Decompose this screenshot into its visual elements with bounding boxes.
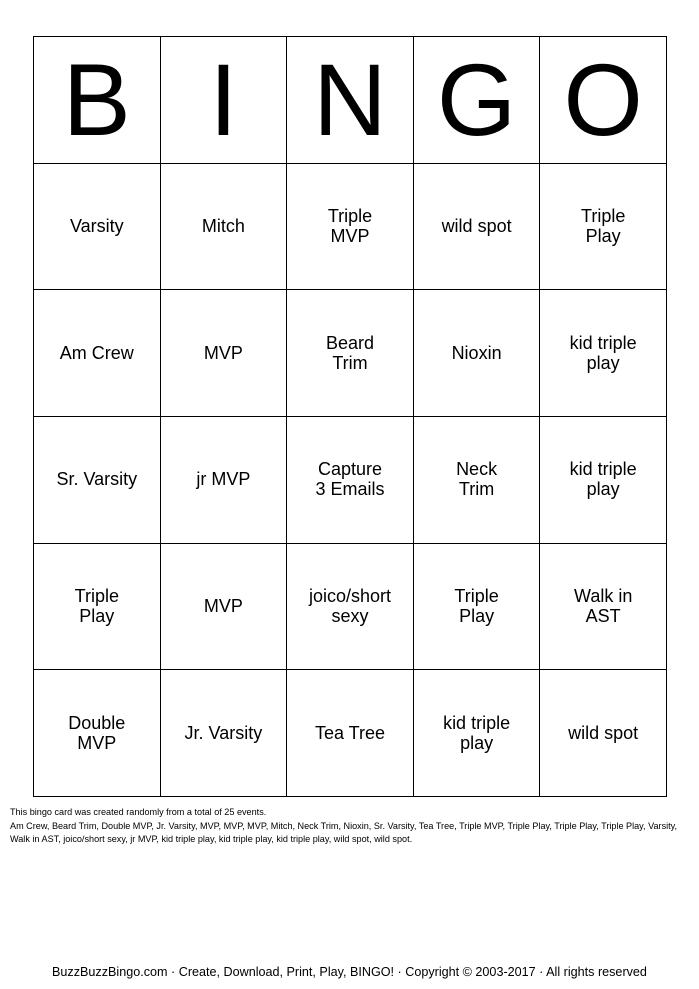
bingo-cell-text: kid triple play [443,712,511,753]
bingo-cell [160,543,287,670]
bingo-cell-text: Varsity [69,215,124,236]
bingo-header-row [34,37,667,164]
bingo-cell [287,290,414,417]
bingo-cell [160,163,287,290]
bingo-cell-text: Triple MVP [327,205,373,246]
bingo-cell-text: MVP [203,595,243,616]
bingo-cell-text: Triple Play [454,585,499,626]
bingo-cell [160,670,287,797]
header-letter-g: G [413,37,540,164]
bingo-cell-text: Neck Trim [456,459,498,500]
bingo-cell-text: Beard Trim [325,332,374,373]
bingo-cell-text: Double MVP [68,712,126,753]
bingo-cell-text: joico/short sexy [308,585,391,626]
bingo-cell [160,416,287,543]
bingo-cell-text: Jr. Varsity [184,722,263,743]
card-info-events: Am Crew, Beard Trim, Double MVP, Jr. Varsity, MVP, MVP, MVP, Mitch, Neck Trim, Nioxin, Sr. Varsity, Tea Tree, Triple MVP, Triple Play, Triple Play, Triple Play, Varsity, Walk in AST, joico/short sexy, jr MVP, kid triple play, kid triple play, kid triple play, wild spot, wild spot. [10,820,678,844]
bingo-cell-text: kid triple play [569,459,637,500]
bingo-cell [413,416,540,543]
bingo-cell-text: wild spot [441,215,512,236]
card-info-intro: This bingo card was created randomly from a total of 25 events. [10,807,267,817]
bingo-cell-text: Triple Play [74,585,119,626]
header-letter-o: O [540,37,667,164]
bingo-cell-text: Am Crew [59,342,134,363]
footer-copyright: BuzzBuzzBingo.com · Create, Download, Print, Play, BINGO! · Copyright © 2003-2017 · All rights reserved [52,965,647,979]
bingo-cell [540,416,667,543]
bingo-cell [34,670,161,797]
bingo-cell-text: jr MVP [196,469,251,490]
header-letter-n: N [287,37,414,164]
bingo-cell-text: Capture 3 Emails [315,459,385,500]
bingo-cell [34,163,161,290]
bingo-cell-text: Walk in AST [574,585,633,626]
bingo-cell [287,670,414,797]
bingo-cell [540,670,667,797]
bingo-cell [540,290,667,417]
bingo-cell [287,163,414,290]
bingo-row [34,416,667,543]
header-letter-i: I [160,37,287,164]
bingo-cell-text: wild spot [568,722,639,743]
bingo-cell [413,543,540,670]
bingo-row [34,163,667,290]
bingo-cell [34,416,161,543]
header-letter-b: B [34,37,161,164]
bingo-cell-text: Nioxin [451,342,502,363]
bingo-cell [287,543,414,670]
bingo-cell [413,163,540,290]
bingo-cell [540,543,667,670]
bingo-cell-text: MVP [203,342,243,363]
bingo-cell [540,163,667,290]
bingo-row [34,290,667,417]
bingo-card [33,36,667,797]
bingo-cell [34,290,161,417]
card-info [10,806,690,847]
bingo-cell [34,543,161,670]
bingo-cell [413,290,540,417]
bingo-cell [287,416,414,543]
bingo-cell-text: Sr. Varsity [56,469,138,490]
bingo-cell [413,670,540,797]
bingo-cell-text: Triple Play [581,205,626,246]
bingo-cell-text: Tea Tree [314,722,385,743]
bingo-row [34,670,667,797]
bingo-row [34,543,667,670]
bingo-cell [160,290,287,417]
bingo-cell-text: kid triple play [569,332,637,373]
bingo-cell-text: Mitch [201,215,245,236]
